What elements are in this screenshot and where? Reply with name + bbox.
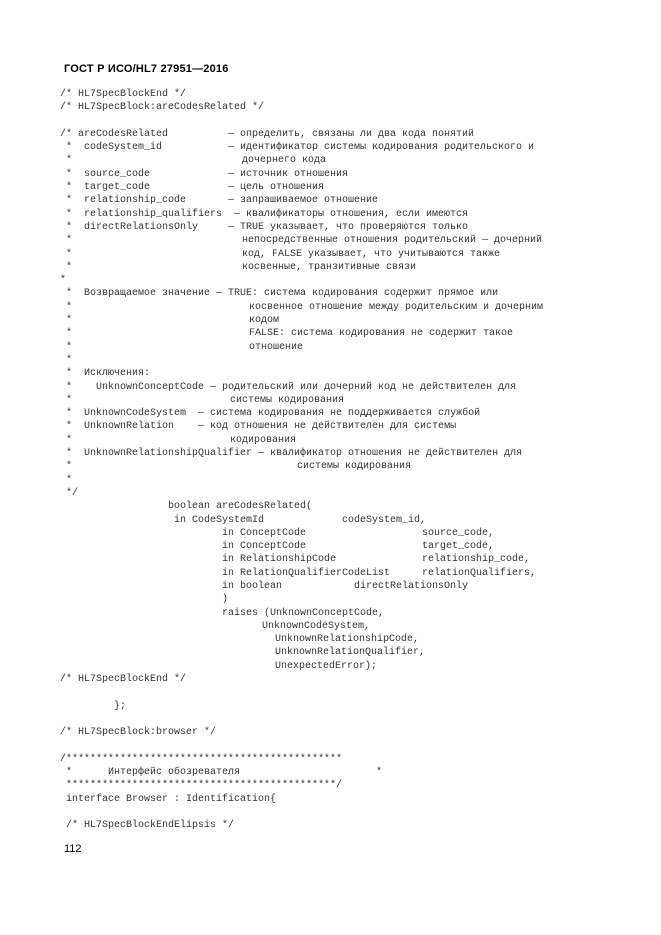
blank-line	[60, 740, 620, 753]
code-line: in ConceptCode target_code,	[222, 541, 495, 553]
code-line: * target_code — цель отношения	[60, 182, 325, 194]
code-line: /* HL7SpecBlockEndElipsis */	[60, 820, 235, 832]
code-line: /* HL7SpecBlockEnd */	[60, 89, 187, 100]
code-line: raises (UnknownConceptCode,	[222, 607, 385, 619]
code-line: interface Browser : Identification{	[60, 793, 277, 805]
code-line: * кодирования	[60, 434, 297, 446]
code-line: * relationship_qualifiers — квалификаторы отношения, если имеются	[60, 208, 469, 220]
code-line: * FALSE: система кодирования не содержит такое	[60, 328, 514, 340]
code-line: * отношение	[60, 341, 304, 353]
code-line: * кодом	[60, 315, 280, 327]
code-line: in CodeSystemId codeSystem_id,	[168, 514, 427, 526]
code-line: * код, FALSE указывает, что учитываются также	[60, 248, 501, 260]
code-line: * UnknownRelation — код отношения не действителен для системы	[60, 421, 457, 433]
code-line: /* HL7SpecBlock:browser */	[60, 727, 217, 739]
code-line: /* HL7SpecBlockEnd */	[60, 674, 187, 686]
code-line: * UnknownConceptCode — родительский или дочерний код не действителен для	[60, 381, 517, 393]
blank-line	[60, 713, 620, 726]
code-line: in boolean directRelationsOnly	[222, 580, 469, 592]
code-line: *	[60, 275, 67, 287]
blank-line	[60, 806, 620, 819]
code-line: };	[114, 700, 127, 712]
code-line: * Исключения:	[60, 368, 151, 380]
code-line: * relationship_code — запрашиваемое отношение	[60, 195, 379, 207]
code-line: * codeSystem_id — идентификатор системы кодирования родительского и	[60, 142, 535, 154]
code-line: )	[222, 594, 229, 606]
code-line: * Возвращаемое значение — TRUE: система кодирования содержит прямое или	[60, 288, 499, 300]
blank-line	[60, 686, 620, 699]
code-line: * системы кодирования	[60, 461, 412, 473]
code-line: UnknownCodeSystem,	[262, 620, 371, 632]
code-line: * source_code — источник отношения	[60, 168, 349, 180]
code-line: in RelationQualifierCodeList relationQualifiers,	[222, 567, 537, 579]
code-line: * UnknownCodeSystem — система кодирования не поддерживается службой	[60, 408, 481, 420]
code-line: * дочернего кода	[60, 155, 327, 167]
code-line: */	[60, 487, 79, 499]
code-line: * непосредственные отношения родительский — дочерний	[60, 235, 543, 247]
document-header: ГОСТ Р ИСО/HL7 27951—2016	[64, 63, 229, 75]
blank-line	[60, 115, 620, 128]
code-line: /* HL7SpecBlock:areCodesRelated */	[60, 102, 265, 114]
code-listing	[60, 88, 620, 833]
code-line: * косвенные, транзитивные связи	[60, 261, 417, 273]
code-line: * Интерфейс обозревателя *	[60, 767, 383, 779]
code-line: boolean areCodesRelated(	[168, 501, 313, 513]
code-line: * directRelationsOnly — TRUE указывает, что проверяются только	[60, 221, 469, 233]
code-line: * косвенное отношение между родительским и дочерним	[60, 301, 544, 313]
page-number: 112	[64, 843, 82, 855]
code-line: in ConceptCode source_code,	[222, 527, 495, 539]
code-line: /* areCodesRelated — определить, связаны ли два кода понятий	[60, 128, 475, 140]
code-line: *********************************************/	[60, 780, 343, 792]
code-line: *	[60, 474, 73, 486]
code-line: * системы кодирования	[60, 394, 345, 406]
code-line: in RelationshipCode relationship_code,	[222, 554, 531, 566]
code-line: * UnknownRelationshipQualifier — квалификатор отношения не действителен для	[60, 448, 523, 460]
code-line: /**********************************************	[60, 753, 343, 765]
code-line: *	[60, 354, 73, 366]
code-line: UnknownRelationQualifier,	[275, 647, 426, 659]
code-line: UnknownRelationshipCode,	[275, 634, 420, 646]
code-line: UnexpectedError);	[275, 660, 378, 672]
